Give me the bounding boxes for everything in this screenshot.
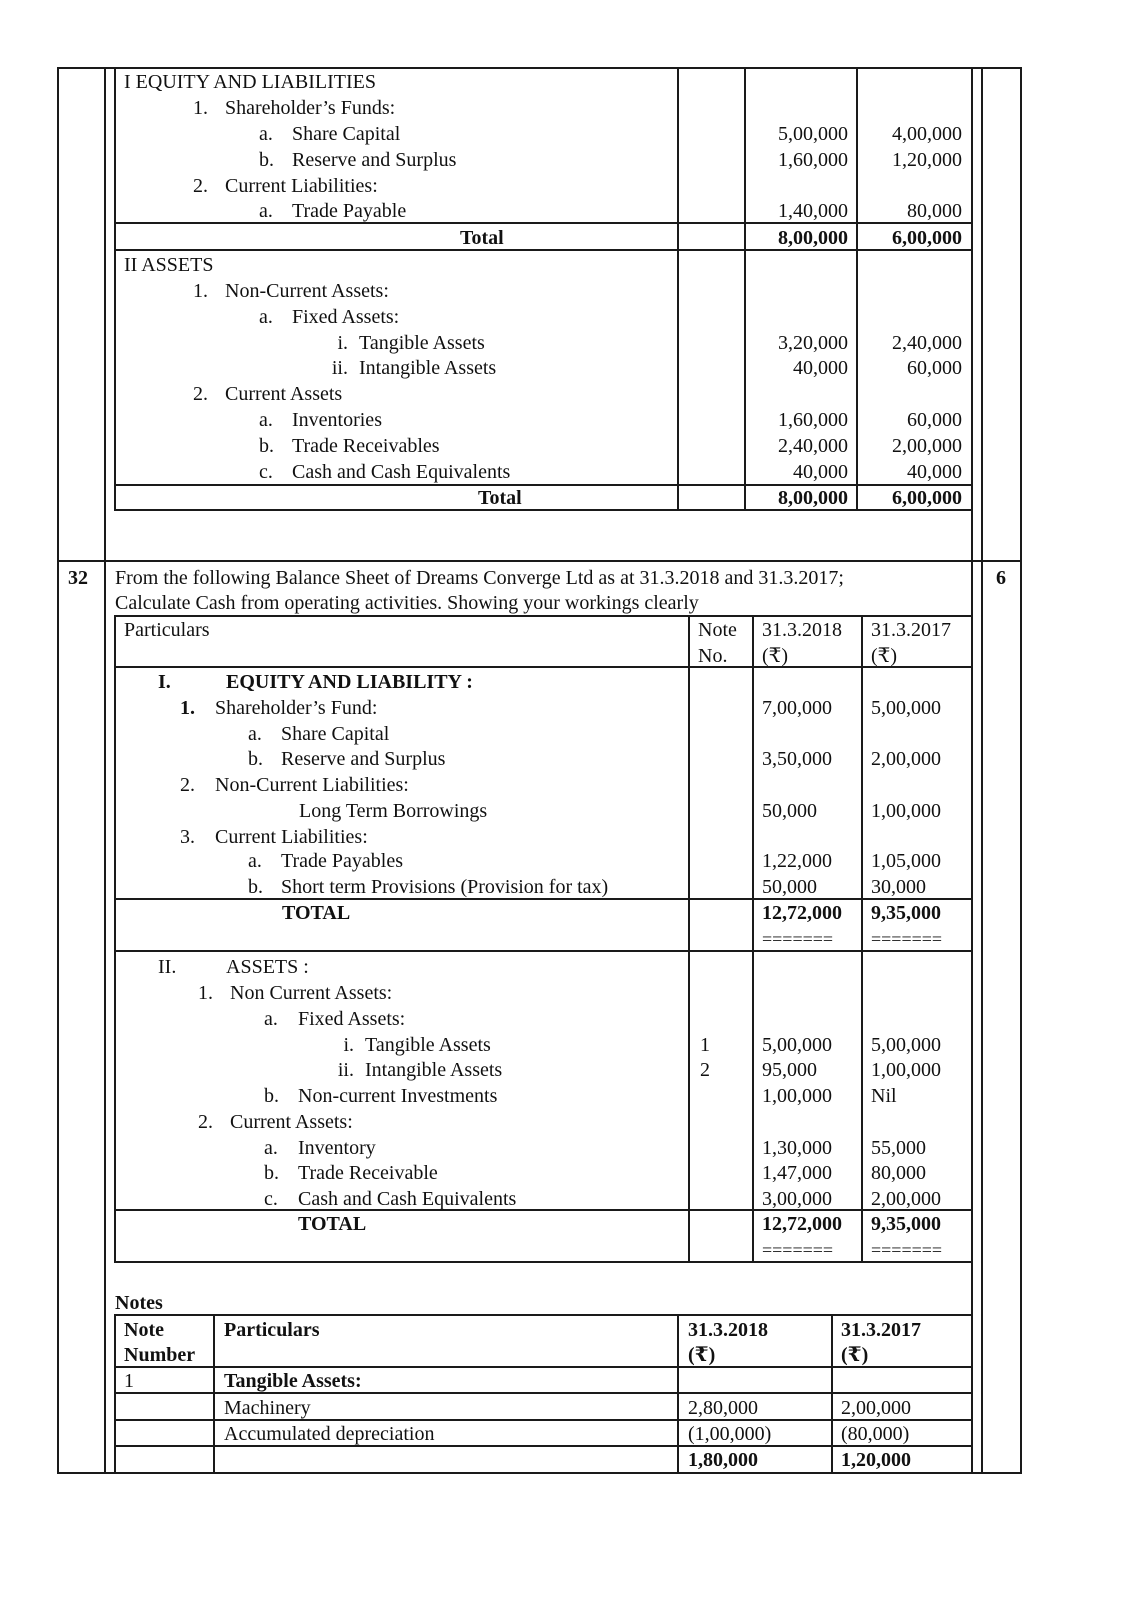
notes-row-2018-total: 1,80,000 bbox=[688, 1449, 758, 1471]
question-text-line1: From the following Balance Sheet of Dreams Converge Ltd as at 31.3.2018 and 31.3.2017; bbox=[115, 567, 844, 589]
table2-left bbox=[114, 615, 116, 1263]
assets-total-2018: 8,00,000 bbox=[778, 487, 848, 509]
item-letter: a. bbox=[264, 1137, 278, 1159]
qnum-column-divider bbox=[104, 67, 106, 1474]
notes-title: Notes bbox=[115, 1292, 163, 1314]
item-letter: a. bbox=[264, 1008, 278, 1030]
trade-receivable-2018: 1,47,000 bbox=[762, 1162, 832, 1184]
tangible-assets-2018: 3,20,000 bbox=[778, 332, 848, 354]
item-letter: a. bbox=[248, 850, 262, 872]
item-letter: b. bbox=[259, 149, 274, 171]
assets-heading: ASSETS : bbox=[226, 956, 309, 978]
double-underline: ======= bbox=[871, 929, 943, 949]
table2-header-bottom bbox=[115, 666, 972, 668]
table2-top bbox=[115, 615, 972, 617]
notes-header-2018-currency: (₹) bbox=[688, 1344, 716, 1366]
liability-total-label: TOTAL bbox=[282, 902, 351, 924]
tangible-assets-note: 1 bbox=[700, 1034, 710, 1056]
assets-total-label: Total bbox=[478, 487, 522, 509]
long-term-borrowings-2018: 50,000 bbox=[762, 800, 817, 822]
item-letter: a. bbox=[259, 123, 273, 145]
table1-left bbox=[114, 67, 116, 511]
header-2017-currency: (₹) bbox=[871, 645, 898, 667]
intangible-assets-2017: 1,00,000 bbox=[871, 1059, 941, 1081]
table2-col-2018 bbox=[752, 615, 754, 1263]
item-number: 2. bbox=[193, 175, 208, 197]
notes-left bbox=[114, 1314, 116, 1474]
long-term-borrowings-label: Long Term Borrowings bbox=[299, 800, 488, 822]
trade-receivables-2017: 2,00,000 bbox=[892, 435, 962, 457]
liability-total-2017: 9,35,000 bbox=[871, 902, 941, 924]
notes-col-2018 bbox=[677, 1314, 679, 1474]
item-number: 2. bbox=[193, 383, 208, 405]
question-divider bbox=[57, 560, 1022, 562]
assets-total-label: TOTAL bbox=[298, 1213, 367, 1235]
intangible-assets-label: Intangible Assets bbox=[359, 357, 497, 379]
trade-payables-label: Trade Payables bbox=[281, 850, 404, 872]
intangible-assets-2018: 95,000 bbox=[762, 1059, 817, 1081]
investments-label: Non-current Investments bbox=[298, 1085, 498, 1107]
item-number: 2. bbox=[180, 774, 195, 796]
notes-header-2017: 31.3.2017 bbox=[841, 1319, 921, 1341]
item-letter: c. bbox=[264, 1188, 278, 1210]
short-term-provisions-label: Short term Provisions (Provision for tax) bbox=[281, 876, 609, 898]
item-letter: a. bbox=[248, 723, 262, 745]
item-letter: b. bbox=[248, 748, 263, 770]
notes-row-2018: 2,80,000 bbox=[688, 1397, 758, 1419]
share-capital-2017: 4,00,000 bbox=[892, 123, 962, 145]
trade-payable-2018: 1,40,000 bbox=[778, 200, 848, 222]
table2-section-line bbox=[115, 950, 972, 952]
cash-equivalents-2018: 3,00,000 bbox=[762, 1188, 832, 1210]
item-letter: b. bbox=[259, 435, 274, 457]
intangible-assets-note: 2 bbox=[700, 1059, 710, 1081]
item-number: 1. bbox=[193, 280, 208, 302]
fixed-assets-label: Fixed Assets: bbox=[298, 1008, 406, 1030]
item-number: 1. bbox=[198, 982, 213, 1004]
item-number: 2. bbox=[198, 1111, 213, 1133]
question-number: 32 bbox=[68, 567, 88, 589]
assets-heading: II ASSETS bbox=[124, 254, 214, 276]
item-roman: ii. bbox=[337, 1059, 354, 1081]
liabilities-total-2017: 6,00,000 bbox=[892, 227, 962, 249]
double-underline: ======= bbox=[871, 1240, 943, 1260]
tangible-assets-2017: 2,40,000 bbox=[892, 332, 962, 354]
item-roman: i. bbox=[337, 332, 348, 354]
shareholders-fund-label: Shareholder’s Fund: bbox=[215, 697, 378, 719]
item-number: 1. bbox=[180, 697, 195, 719]
inventory-label: Inventory bbox=[298, 1137, 376, 1159]
double-underline: ======= bbox=[762, 929, 834, 949]
trade-payables-2018: 1,22,000 bbox=[762, 850, 832, 872]
notes-row-2017: (80,000) bbox=[841, 1423, 910, 1445]
item-letter: a. bbox=[259, 200, 273, 222]
equity-liability-heading: EQUITY AND LIABILITY : bbox=[226, 671, 473, 693]
non-current-assets-label: Non-Current Assets: bbox=[225, 280, 389, 302]
question-text-line2: Calculate Cash from operating activities. Showing your workings clearly bbox=[115, 592, 699, 614]
short-term-provisions-2018: 50,000 bbox=[762, 876, 817, 898]
inventories-2017: 60,000 bbox=[907, 409, 962, 431]
notes-row-particulars: Tangible Assets: bbox=[224, 1370, 362, 1392]
investments-2017: Nil bbox=[871, 1085, 897, 1107]
inventory-2018: 1,30,000 bbox=[762, 1137, 832, 1159]
tangible-assets-2017: 5,00,000 bbox=[871, 1034, 941, 1056]
liability-total-2018: 12,72,000 bbox=[762, 902, 842, 924]
frame-left-border bbox=[57, 67, 59, 1474]
investments-2018: 1,00,000 bbox=[762, 1085, 832, 1107]
assets-total-2017: 9,35,000 bbox=[871, 1213, 941, 1235]
share-capital-2018: 5,00,000 bbox=[778, 123, 848, 145]
trade-receivables-label: Trade Receivables bbox=[292, 435, 440, 457]
share-capital-label: Share Capital bbox=[281, 723, 390, 745]
reserve-surplus-label: Reserve and Surplus bbox=[281, 748, 446, 770]
notes-header-particulars: Particulars bbox=[224, 1319, 320, 1341]
item-letter: b. bbox=[248, 876, 263, 898]
trade-receivable-label: Trade Receivable bbox=[298, 1162, 438, 1184]
inventories-label: Inventories bbox=[292, 409, 382, 431]
tangible-assets-2018: 5,00,000 bbox=[762, 1034, 832, 1056]
notes-row-2018: (1,00,000) bbox=[688, 1423, 772, 1445]
reserve-surplus-2018: 3,50,000 bbox=[762, 748, 832, 770]
trade-receivable-2017: 80,000 bbox=[871, 1162, 926, 1184]
notes-top bbox=[115, 1314, 972, 1316]
current-liabilities-label: Current Liabilities: bbox=[225, 175, 378, 197]
cash-equivalents-2018: 40,000 bbox=[793, 461, 848, 483]
inventory-2017: 55,000 bbox=[871, 1137, 926, 1159]
trade-payable-2017: 80,000 bbox=[907, 200, 962, 222]
reserve-surplus-label: Reserve and Surplus bbox=[292, 149, 457, 171]
notes-col-2017 bbox=[831, 1314, 833, 1474]
reserve-surplus-2018: 1,60,000 bbox=[778, 149, 848, 171]
trade-payables-2017: 1,05,000 bbox=[871, 850, 941, 872]
non-current-liabilities-label: Non-Current Liabilities: bbox=[215, 774, 409, 796]
item-number: 1. bbox=[193, 97, 208, 119]
current-assets-label: Current Assets: bbox=[230, 1111, 353, 1133]
frame-right-border bbox=[1020, 67, 1022, 1474]
reserve-surplus-2017: 1,20,000 bbox=[892, 149, 962, 171]
cash-equivalents-2017: 2,00,000 bbox=[871, 1188, 941, 1210]
notes-row-particulars: Machinery bbox=[224, 1397, 311, 1419]
liabilities-total-2018: 8,00,000 bbox=[778, 227, 848, 249]
item-roman: ii. bbox=[331, 357, 348, 379]
trade-payable-label: Trade Payable bbox=[292, 200, 407, 222]
equity-liabilities-heading: I EQUITY AND LIABILITIES bbox=[124, 71, 376, 93]
current-assets-label: Current Assets bbox=[225, 383, 343, 405]
notes-row-2017: 2,00,000 bbox=[841, 1397, 911, 1419]
cash-equivalents-label: Cash and Cash Equivalents bbox=[298, 1188, 517, 1210]
current-liabilities-label: Current Liabilities: bbox=[215, 826, 368, 848]
inventories-2018: 1,60,000 bbox=[778, 409, 848, 431]
question-marks: 6 bbox=[996, 567, 1006, 589]
marks-column-divider bbox=[981, 67, 983, 1474]
notes-header-note-line2: Number bbox=[124, 1344, 196, 1366]
intangible-assets-2018: 40,000 bbox=[793, 357, 848, 379]
section-roman: II. bbox=[158, 956, 177, 978]
header-2017-line1: 31.3.2017 bbox=[871, 619, 951, 641]
share-capital-label: Share Capital bbox=[292, 123, 401, 145]
notes-header-2018: 31.3.2018 bbox=[688, 1319, 768, 1341]
notes-header-note-line1: Note bbox=[124, 1319, 164, 1341]
table2-asset-total-line bbox=[115, 1209, 972, 1211]
item-letter: a. bbox=[259, 409, 273, 431]
intangible-assets-label: Intangible Assets bbox=[365, 1059, 503, 1081]
table2-bottom bbox=[115, 1261, 972, 1263]
header-particulars: Particulars bbox=[124, 619, 210, 641]
non-current-assets-label: Non Current Assets: bbox=[230, 982, 393, 1004]
share-capital-2018: 7,00,000 bbox=[762, 697, 832, 719]
cash-equivalents-2017: 40,000 bbox=[907, 461, 962, 483]
fixed-assets-label: Fixed Assets: bbox=[292, 306, 400, 328]
header-2018-line1: 31.3.2018 bbox=[762, 619, 842, 641]
notes-row-note: 1 bbox=[124, 1370, 134, 1392]
cash-equivalents-label: Cash and Cash Equivalents bbox=[292, 461, 511, 483]
long-term-borrowings-2017: 1,00,000 bbox=[871, 800, 941, 822]
tangible-assets-label: Tangible Assets bbox=[365, 1034, 491, 1056]
trade-receivables-2018: 2,40,000 bbox=[778, 435, 848, 457]
table2-col-2017 bbox=[861, 615, 863, 1263]
header-2018-currency: (₹) bbox=[762, 645, 789, 667]
double-underline: ======= bbox=[762, 1240, 834, 1260]
item-letter: a. bbox=[259, 306, 273, 328]
assets-total-2017: 6,00,000 bbox=[892, 487, 962, 509]
item-number: 3. bbox=[180, 826, 195, 848]
notes-row-particulars: Accumulated depreciation bbox=[224, 1423, 435, 1445]
notes-row-2017-total: 1,20,000 bbox=[841, 1449, 911, 1471]
item-roman: i. bbox=[343, 1034, 354, 1056]
section-roman: I. bbox=[158, 671, 171, 693]
shareholders-funds-label: Shareholder’s Funds: bbox=[225, 97, 396, 119]
table2-col-note bbox=[688, 615, 690, 1263]
notes-header-2017-currency: (₹) bbox=[841, 1344, 869, 1366]
assets-total-2018: 12,72,000 bbox=[762, 1213, 842, 1235]
notes-col-particulars bbox=[213, 1314, 215, 1474]
short-term-provisions-2017: 30,000 bbox=[871, 876, 926, 898]
liabilities-total-label: Total bbox=[460, 227, 504, 249]
table1-col-note bbox=[677, 67, 679, 511]
header-note-line1: Note bbox=[698, 619, 737, 641]
item-letter: c. bbox=[259, 461, 273, 483]
header-note-line2: No. bbox=[698, 645, 728, 667]
reserve-surplus-2017: 2,00,000 bbox=[871, 748, 941, 770]
item-letter: b. bbox=[264, 1162, 279, 1184]
tangible-assets-label: Tangible Assets bbox=[359, 332, 485, 354]
share-capital-2017: 5,00,000 bbox=[871, 697, 941, 719]
intangible-assets-2017: 60,000 bbox=[907, 357, 962, 379]
item-letter: b. bbox=[264, 1085, 279, 1107]
